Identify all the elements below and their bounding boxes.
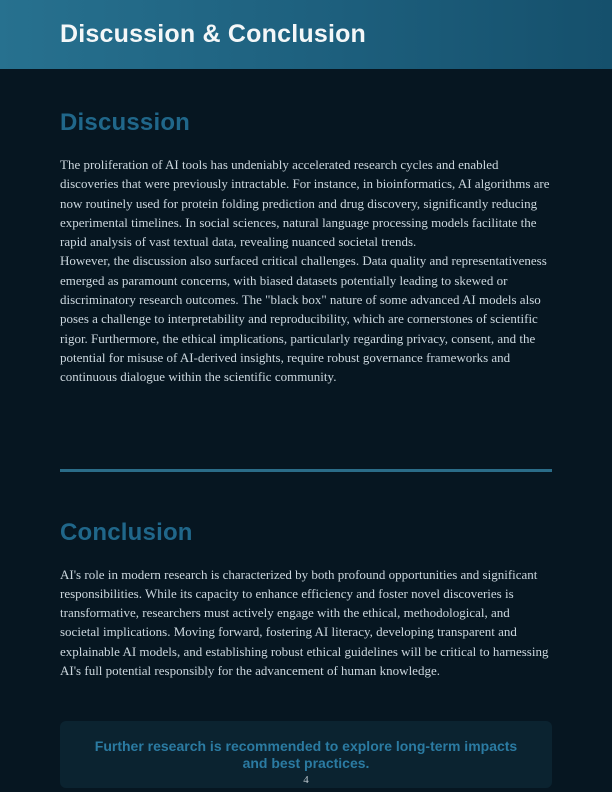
discussion-body xyxy=(60,155,552,387)
page-number: 4 xyxy=(303,774,309,786)
page-title: Discussion & Conclusion xyxy=(60,20,367,48)
discussion-section-heading: Discussion xyxy=(60,109,191,136)
page-content xyxy=(0,69,612,680)
conclusion-section-heading: Conclusion xyxy=(60,518,193,546)
conclusion-paragraph: AI's role in modern research is characterized by both profound opportunities and significant responsibilities. While its capacity to enhance efficiency and foster novel discoveries is transformative, researchers must actively engage with the ethical, methodological, and societal implications. Moving forward, fostering AI literacy, developing transparent and explainable AI models, and establishing robust ethical guidelines will be critical to harnessing AI's full potential responsibly for the advancement of human knowledge. xyxy=(60,566,549,679)
page-header xyxy=(0,0,612,69)
section-divider xyxy=(60,469,552,472)
discussion-paragraph: However, the discussion also surfaced critical challenges. Data quality and representativeness emerged as paramount concerns, with biased datasets potentially leading to skewed or discriminatory research outcomes. The "black box" nature of some advanced AI models also poses a challenge to interpretability and reproducibility, which are cornerstones of scientific rigor. Furthermore, the ethical implications, particularly regarding privacy, consent, and the potential for misuse of AI-derived insights, require robust governance frameworks and continuous dialogue within the scientific community. xyxy=(60,253,547,385)
conclusion-body xyxy=(60,565,552,681)
recommendation-callout-text: Further research is recommended to explore long-term impacts and best practices. xyxy=(94,737,518,771)
discussion-paragraph: The proliferation of AI tools has undeniably accelerated research cycles and enabled discoveries that were previously intractable. For instance, in bioinformatics, AI algorithms are now routinely used for protein folding prediction and drug discovery, significantly reducing experimental timelines. In social sciences, natural language processing models facilitate the rapid analysis of vast textual data, revealing nuanced societal trends. xyxy=(60,157,550,250)
